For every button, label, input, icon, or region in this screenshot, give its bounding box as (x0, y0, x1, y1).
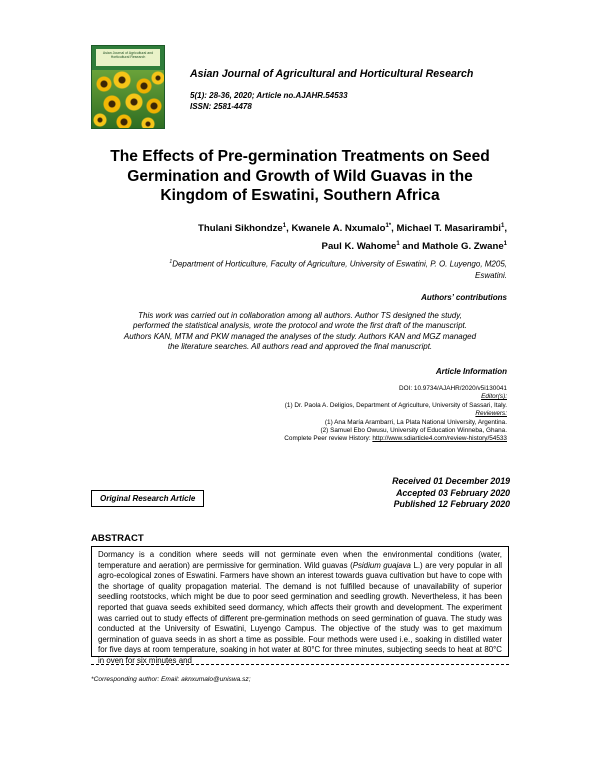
contributions-line: the literature searches. All authors read and approved the final manuscript. (167, 342, 433, 352)
author-name: Kwanele A. Nxumalo (291, 223, 386, 235)
affiliation-line: Eswatini. (474, 270, 507, 280)
author-sup: 1 (282, 223, 287, 229)
affiliation-line: Department of Horticulture, Faculty of Agriculture, University of Eswatini, P. O. Luyengo, M205, (172, 259, 507, 269)
article-dates (392, 476, 510, 511)
article-title (0, 147, 600, 206)
title-line: Germination and Growth of Wild Guavas in the (127, 167, 473, 185)
editor-entry: (1) Dr. Paola A. Deligios, Department of Agriculture, University of Sassari, Italy. (284, 401, 507, 409)
editors-label: Editor(s): (481, 393, 507, 401)
title-line: Kingdom of Eswatini, Southern Africa (160, 187, 440, 205)
author-sup: 1* (385, 223, 392, 229)
review-history-link[interactable]: http://www.sdiarticle4.com/review-history/54533 (372, 435, 507, 443)
abstract-part: Dormancy is a condition where seeds will not germinate even when the environmental conditions (water, temperature and aeration) are permissive for germination. Wild guavas ( (98, 550, 502, 570)
article-info-heading: Article Information (435, 367, 507, 376)
cover-title: Asian Journal of Agricultural and Horticultural Research (96, 49, 160, 66)
author-sup: 1 (396, 240, 400, 247)
separator: , (391, 223, 397, 235)
sunflower-field-picture (92, 70, 164, 128)
separator: and (399, 240, 423, 252)
footnote-divider (91, 664, 509, 665)
contributions-text (0, 311, 600, 353)
article-type-badge: Original Research Article (91, 490, 204, 507)
review-history (284, 435, 507, 443)
reviewers-label: Reviewers: (475, 410, 507, 418)
species-name: Psidium guajava (352, 560, 411, 570)
affiliation (169, 257, 507, 281)
title-line: The Effects of Pre-germination Treatments on Seed (110, 148, 490, 165)
volume-line: 5(1): 28-36, 2020; Article no.AJAHR.54533 (190, 91, 348, 100)
separator: , (504, 223, 507, 235)
abstract-box (91, 546, 509, 665)
contributions-heading: Authors’ contributions (421, 293, 507, 302)
author-name: Paul K. Wahome (321, 240, 397, 252)
author-sup: 1 (500, 223, 505, 229)
author-name: Mathole G. Zwane (422, 240, 504, 252)
reviewer-entry: (1) Ana María Arambarri, La Plata National University, Argentina. (324, 418, 507, 426)
abstract-text (98, 550, 502, 667)
contributions-line: Authors KAN, MTM and PKW managed the analyses of the study. Authors KAN and MGZ managed (123, 331, 477, 341)
abstract-part: L.) are very popular in all agro-ecological zones of Eswatini. Farmers have shown an interest towards guava cultivation but have to cope with the shortage of quality propagation material. The demand is not fulfilled because of unavailability of superior seedling rootstocks, which might be due to poor seed germination and seedling growth. Nevertheless, it has been reported that guava seeds exhibited seed dormancy, which affects their growth and development. The experiment was carried out to study effects of different pre-germination methods on seed germination of guava. The study was conducted at the University of Eswatini, Luyengo Campus. The objective of the study was to get maximum germination of guava seeds in as short a time as possible. Four methods were used i.e., soaking in distilled water for five days at room temperature, soaking in hot water at 80°C for three minutes, subjecting seeds to heat at 80°C in oven for six minutes and (98, 560, 502, 665)
author-name: Michael T. Masarirambi (396, 223, 501, 235)
article-info (284, 385, 507, 444)
reviewer-entry: (2) Samuel Ebo Owusu, University of Education Winneba, Ghana. (320, 427, 507, 435)
abstract-heading: ABSTRACT (91, 533, 144, 544)
journal-cover-image (91, 45, 165, 129)
author-list (198, 219, 507, 254)
review-history-prefix: Complete Peer review History: (284, 435, 373, 443)
separator: , (286, 223, 292, 235)
contributions-line: performed the statistical analysis, wrote the protocol and wrote the first draft of the manuscript. (133, 321, 467, 331)
received-date: Received 01 December 2019 (392, 476, 510, 486)
author-name: Thulani Sikhondze (198, 223, 283, 235)
journal-name: Asian Journal of Agricultural and Horticultural Research (190, 68, 474, 80)
affiliation-sup: 1 (169, 259, 173, 265)
accepted-date: Accepted 03 February 2020 (396, 487, 510, 498)
published-date: Published 12 February 2020 (393, 499, 510, 510)
issn-line: ISSN: 2581-4478 (190, 102, 252, 111)
author-sup: 1 (503, 240, 507, 247)
corresponding-author: *Corresponding author: Email: aknxumalo@uniswa.sz; (91, 676, 251, 683)
doi: DOI: 10.9734/AJAHR/2020/v5i130041 (398, 385, 507, 392)
contributions-line: This work was carried out in collaboration among all authors. Author TS designed the study, (138, 311, 462, 320)
